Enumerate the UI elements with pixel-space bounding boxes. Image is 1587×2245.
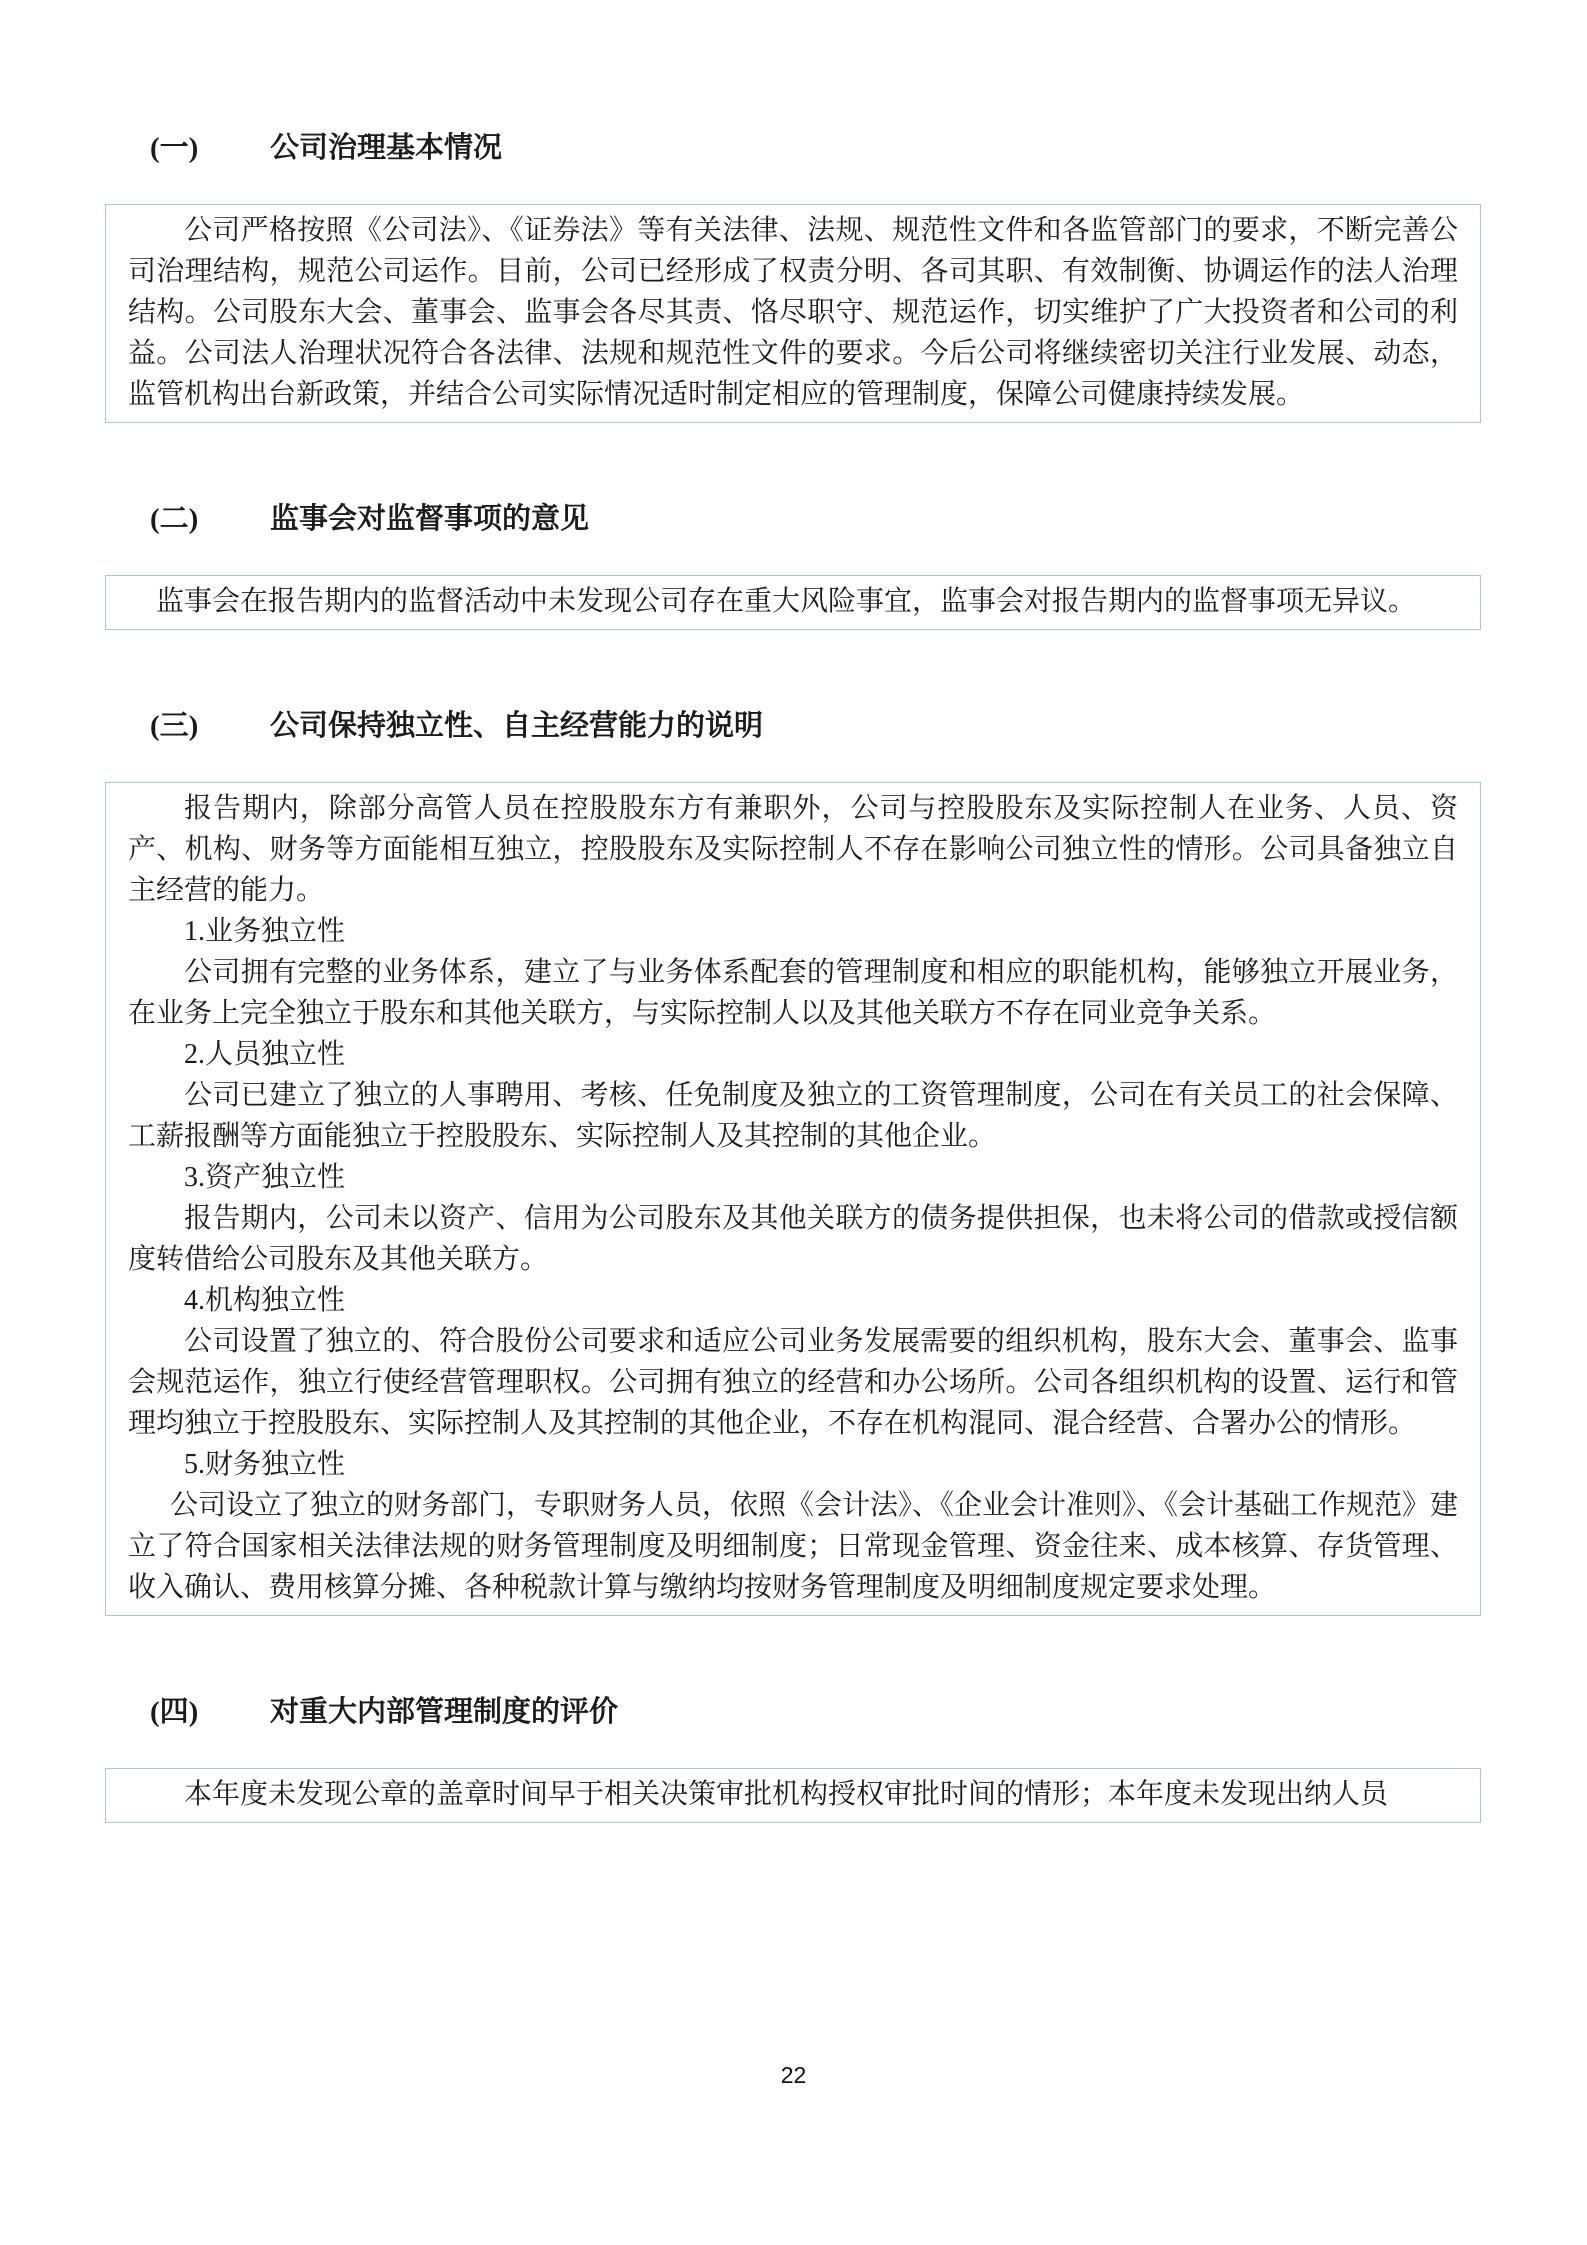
paragraph: 报告期内，除部分高管人员在控股股东方有兼职外，公司与控股股东及实际控制人在业务、人员、资产、机构、财务等方面能相互独立，控股股东及实际控制人不存在影响公司独立性的情形。公司具备独立自主经营的能力。 [128, 793, 1458, 906]
section-3-title: 公司保持独立性、自主经营能力的说明 [270, 710, 764, 742]
section-4-text-block [105, 1768, 1481, 1823]
section-4-number: (四) [150, 1696, 199, 1728]
section-supervisory-opinion [105, 501, 1481, 630]
list-item-heading: 5.财务独立性 [184, 1449, 346, 1480]
section-4-heading [150, 1694, 1481, 1730]
paragraph: 监事会在报告期内的监督活动中未发现公司存在重大风险事宜，监事会对报告期内的监督事项无异议。 [156, 586, 1417, 617]
paragraph: 公司拥有完整的业务体系，建立了与业务体系配套的管理制度和相应的职能机构，能够独立开展业务，在业务上完全独立于股东和其他关联方，与实际控制人以及其他关联方不存在同业竞争关系。 [128, 957, 1458, 1029]
section-4-title: 对重大内部管理制度的评价 [270, 1696, 619, 1728]
section-1-heading [150, 130, 1481, 166]
section-2-number: (二) [150, 503, 199, 535]
paragraph: 报告期内，公司未以资产、信用为公司股东及其他关联方的债务提供担保，也未将公司的借款或授信额度转借给公司股东及其他关联方。 [128, 1203, 1458, 1275]
section-governance-basics [105, 130, 1481, 423]
paragraph: 公司已建立了独立的人事聘用、考核、任免制度及独立的工资管理制度，公司在有关员工的社会保障、工薪报酬等方面能独立于控股股东、实际控制人及其控制的其他企业。 [128, 1080, 1458, 1152]
list-item-heading: 3.资产独立性 [184, 1162, 346, 1193]
section-2-heading [150, 501, 1481, 537]
section-1-number: (一) [150, 132, 199, 164]
section-3-text-block [105, 782, 1481, 1616]
section-1-text-block [105, 204, 1481, 423]
paragraph: 公司设置了独立的、符合股份公司要求和适应公司业务发展需要的组织机构，股东大会、董事会、监事会规范运作，独立行使经营管理职权。公司拥有独立的经营和办公场所。公司各组织机构的设置、运行和管理均独立于控股股东、实际控制人及其控制的其他企业，不存在机构混同、混合经营、合署办公的情形。 [128, 1326, 1458, 1439]
section-independence-statement [105, 708, 1481, 1616]
list-item-heading: 2.人员独立性 [184, 1039, 346, 1070]
section-3-heading [150, 708, 1481, 744]
paragraph: 公司严格按照《公司法》、《证券法》等有关法律、法规、规范性文件和各监管部门的要求，不断完善公司治理结构，规范公司运作。目前，公司已经形成了权责分明、各司其职、有效制衡、协调运作的法人治理结构。公司股东大会、董事会、监事会各尽其责、恪尽职守、规范运作，切实维护了广大投资者和公司的利益。公司法人治理状况符合各法律、法规和规范性文件的要求。今后公司将继续密切关注行业发展、动态，监管机构出台新政策，并结合公司实际情况适时制定相应的管理制度，保障公司健康持续发展。 [128, 215, 1458, 410]
section-1-title: 公司治理基本情况 [270, 132, 503, 164]
section-3-number: (三) [150, 710, 199, 742]
list-item-heading: 4.机构独立性 [184, 1285, 346, 1316]
section-2-title: 监事会对监督事项的意见 [270, 503, 590, 535]
section-2-text-block [105, 575, 1481, 630]
list-item-heading: 1.业务独立性 [184, 916, 346, 947]
page-number: 22 [780, 2062, 807, 2088]
paragraph: 本年度未发现公章的盖章时间早于相关决策审批机构授权审批时间的情形；本年度未发现出纳人员 [184, 1779, 1389, 1810]
section-internal-management-evaluation [105, 1694, 1481, 1823]
paragraph: 公司设立了独立的财务部门，专职财务人员，依照《会计法》、《企业会计准则》、《会计基础工作规范》建立了符合国家相关法律法规的财务管理制度及明细制度；日常现金管理、资金往来、成本核算、存货管理、收入确认、费用核算分摊、各种税款计算与缴纳均按财务管理制度及明细制度规定要求处理。 [128, 1490, 1459, 1603]
